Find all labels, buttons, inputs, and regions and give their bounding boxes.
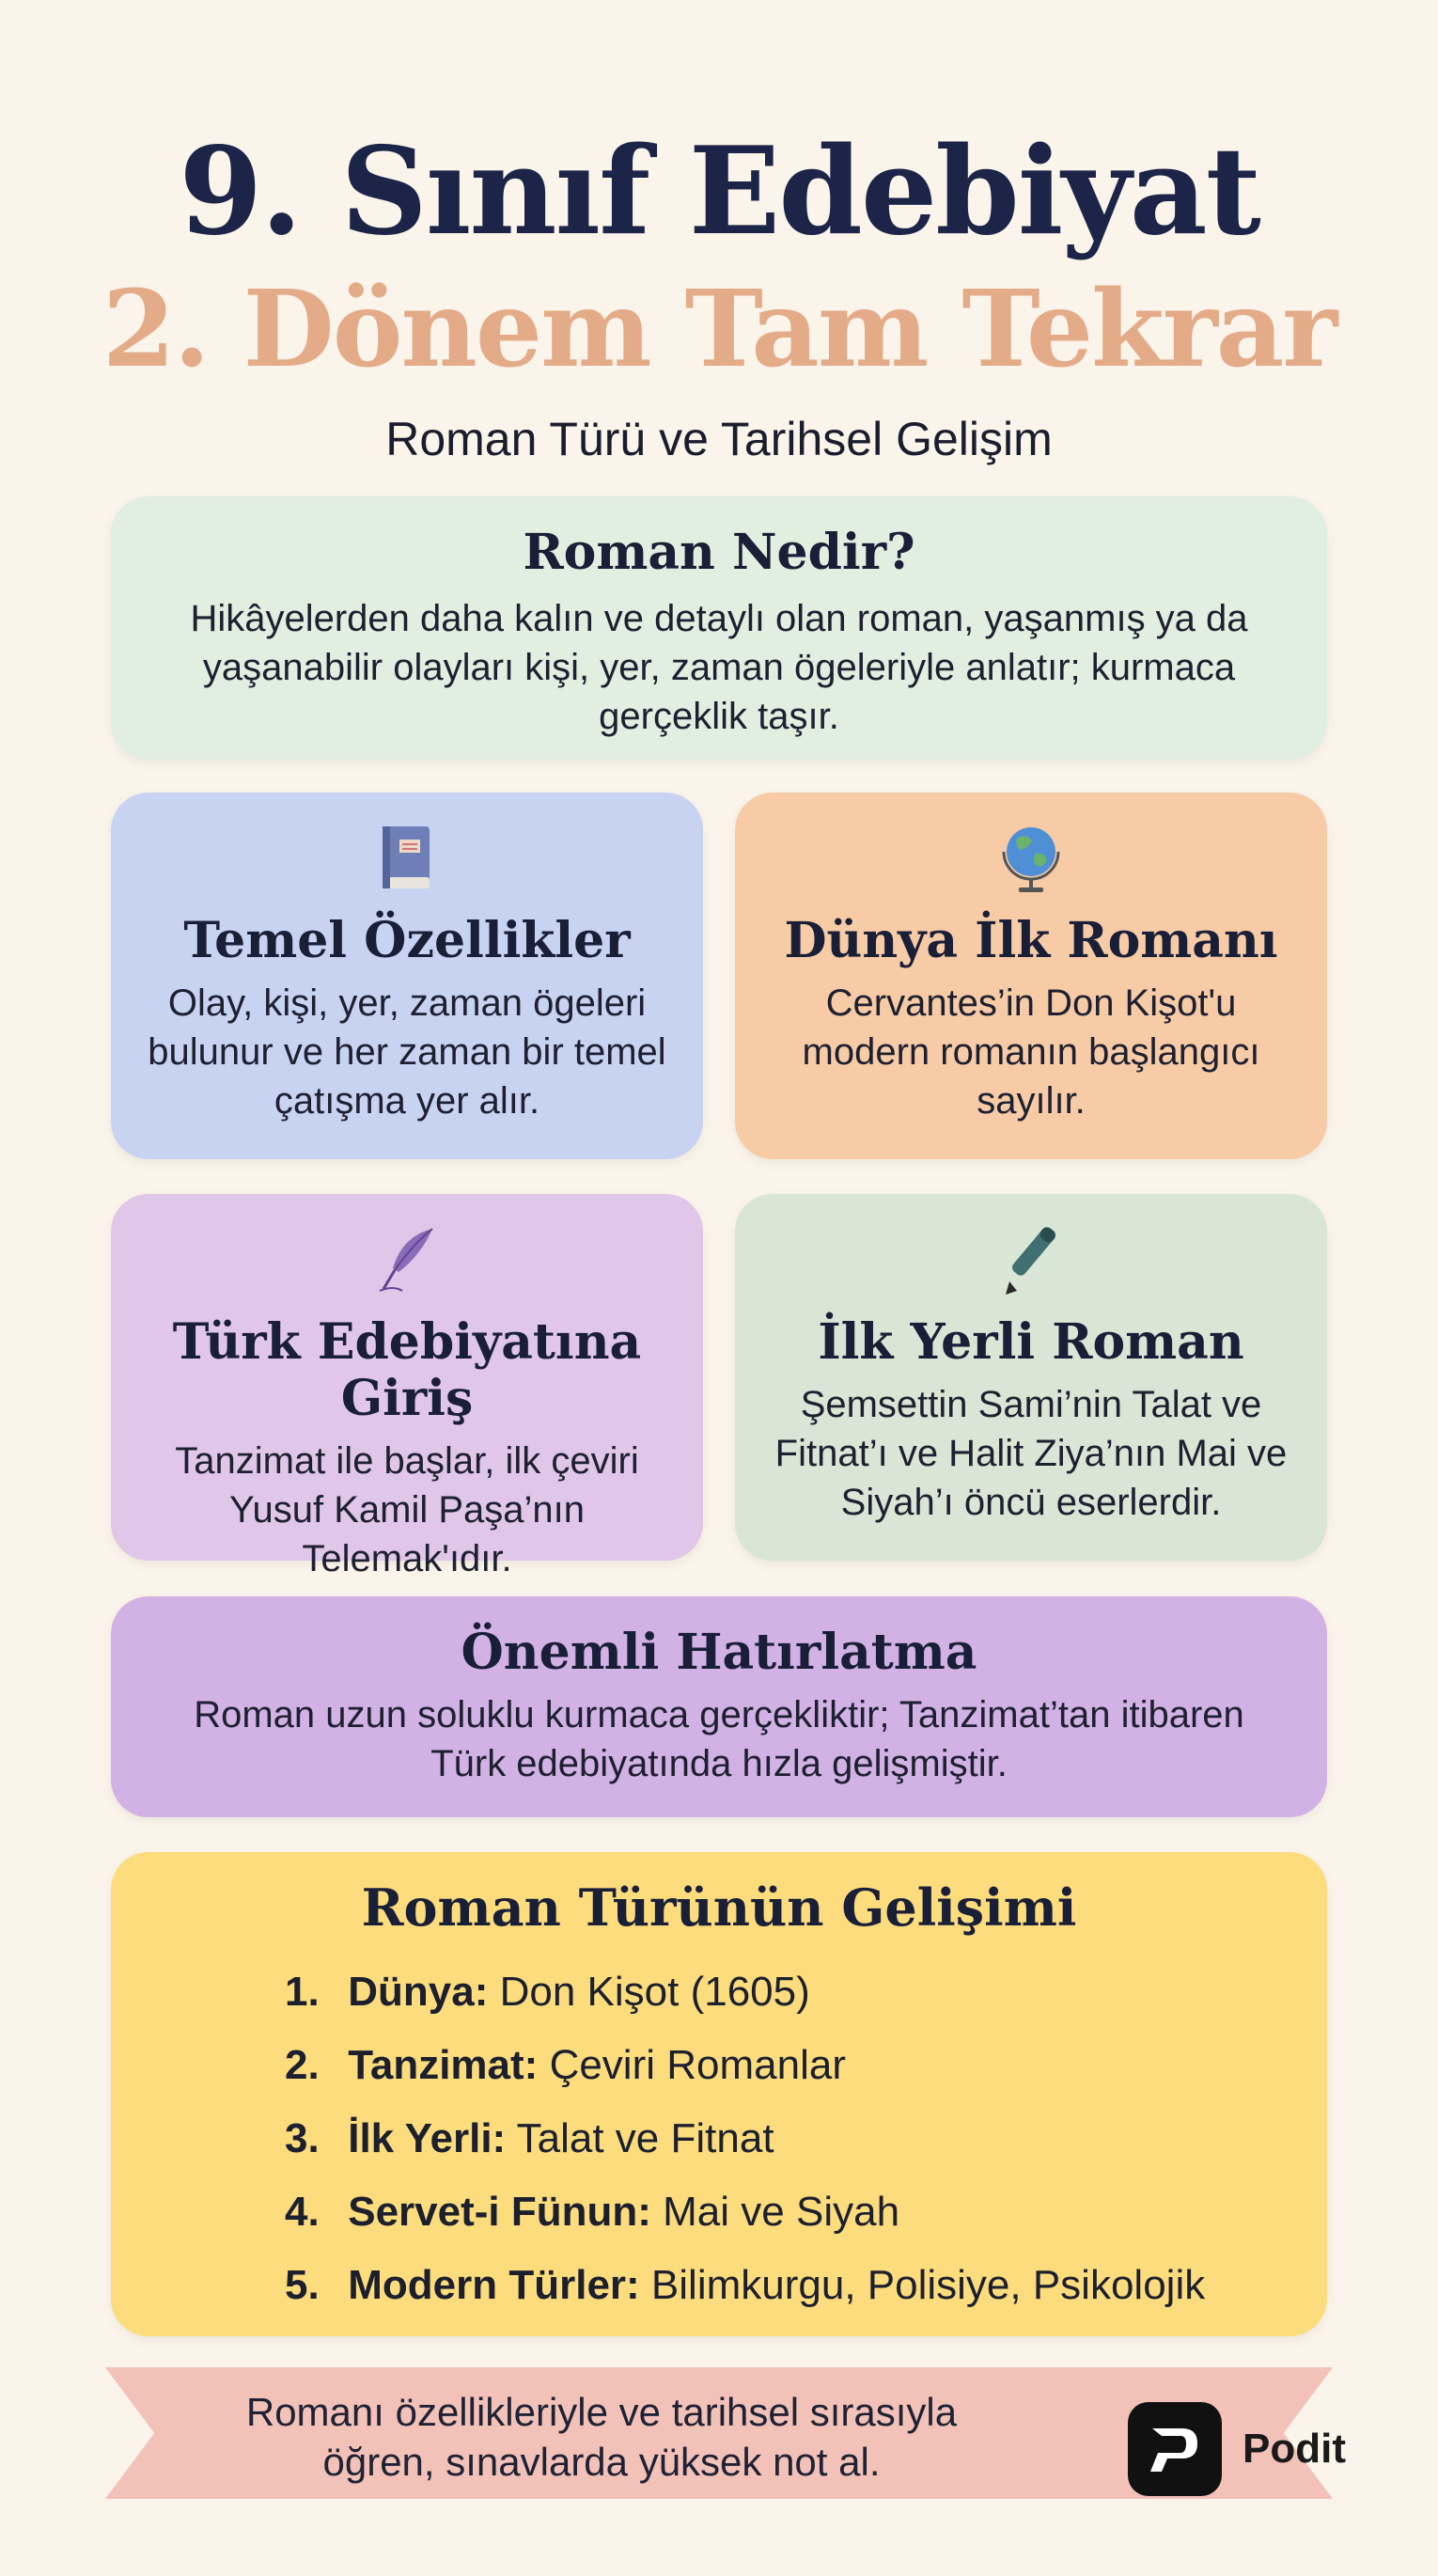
timeline-number: 3. bbox=[285, 2102, 336, 2175]
timeline-value: Don Kişot (1605) bbox=[499, 1969, 810, 2015]
onemli-hatirlatma-card bbox=[111, 1596, 1327, 1817]
turk-edebiyatina-giris-title: Türk Edebiyatına Giriş bbox=[172, 1313, 642, 1427]
timeline-key: Modern Türler: bbox=[348, 2262, 640, 2308]
temel-ozellikler-text: Olay, kişi, yer, zaman ögeleri bulunur ve her zaman bir temel çatışma yer alır. bbox=[148, 982, 666, 1122]
roman-nedir-text: Hikâyelerden daha kalın ve detaylı olan roman, yaşanmış ya da yaşanabilir olayları kişi, yer, zaman ögeleriyle anlatır; kurmaca gerçeklik taşır. bbox=[190, 597, 1248, 737]
onemli-hatirlatma-title: Önemli Hatırlatma bbox=[461, 1624, 977, 1681]
timeline-value: Çeviri Romanlar bbox=[549, 2042, 846, 2088]
globe-icon bbox=[735, 821, 1327, 896]
timeline-key: Servet-i Fünun: bbox=[348, 2189, 651, 2235]
temel-ozellikler-card bbox=[111, 793, 703, 1159]
dunya-ilk-romani-title: Dünya İlk Romanı bbox=[784, 912, 1278, 969]
brand-name: Podit bbox=[1243, 2426, 1346, 2472]
timeline-item bbox=[285, 2175, 1272, 2249]
timeline-item bbox=[285, 2029, 1272, 2102]
roman-nedir-card bbox=[111, 496, 1327, 760]
pen-icon bbox=[735, 1222, 1327, 1297]
podit-logo-icon bbox=[1128, 2402, 1222, 2496]
dunya-ilk-romani-card bbox=[735, 793, 1327, 1159]
quill-icon bbox=[111, 1222, 703, 1297]
footer-text: Romanı özellikleriyle ve tarihsel sırasıyla öğren, sınavlarda yüksek not al. bbox=[245, 2390, 958, 2484]
timeline-value: Bilimkurgu, Polisiye, Psikolojik bbox=[650, 2262, 1206, 2308]
timeline bbox=[285, 1956, 1272, 2322]
turk-edebiyatina-giris-text: Tanzimat ile başlar, ilk çeviri Yusuf Kamil Paşa’nın Telemak'ıdır. bbox=[175, 1439, 639, 1579]
ilk-yerli-roman-title: İlk Yerli Roman bbox=[818, 1313, 1244, 1371]
page-title: 9. Sınıf Edebiyat bbox=[179, 121, 1259, 262]
ilk-yerli-roman-card bbox=[735, 1194, 1327, 1561]
book-icon bbox=[111, 821, 703, 896]
onemli-hatirlatma-text: Roman uzun soluklu kurmaca gerçekliktir; Tanzimat’tan itibaren Türk edebiyatında hızla gelişmiştir. bbox=[194, 1693, 1244, 1784]
timeline-key: İlk Yerli: bbox=[348, 2115, 507, 2161]
timeline-key: Tanzimat: bbox=[348, 2042, 539, 2088]
timeline-item bbox=[285, 2102, 1272, 2175]
dunya-ilk-romani-text: Cervantes’in Don Kişot'u modern romanın başlangıcı sayılır. bbox=[802, 982, 1260, 1122]
timeline-item bbox=[285, 2249, 1272, 2322]
timeline-value: Talat ve Fitnat bbox=[516, 2115, 774, 2161]
page-title-secondary: 2. Dönem Tam Tekrar bbox=[102, 268, 1336, 391]
timeline-number: 5. bbox=[285, 2249, 336, 2322]
turk-edebiyatina-giris-card bbox=[111, 1194, 703, 1579]
timeline-number: 4. bbox=[285, 2175, 336, 2249]
timeline-number: 2. bbox=[285, 2029, 336, 2102]
timeline-value: Mai ve Siyah bbox=[663, 2189, 900, 2235]
timeline-item bbox=[285, 1956, 1272, 2029]
temel-ozellikler-title: Temel Özellikler bbox=[183, 912, 631, 969]
timeline-number: 1. bbox=[285, 1956, 336, 2029]
page-subtitle: Roman Türü ve Tarihsel Gelişim bbox=[385, 413, 1053, 465]
roman-nedir-title: Roman Nedir? bbox=[523, 524, 915, 581]
ilk-yerli-roman-text: Şemsettin Sami’nin Talat ve Fitnat’ı ve Halit Ziya’nın Mai ve Siyah’ı öncü eserlerdir. bbox=[774, 1383, 1288, 1523]
timeline-key: Dünya: bbox=[348, 1969, 489, 2015]
roman-gelisimi-card bbox=[111, 1852, 1327, 2336]
roman-gelisimi-title: Roman Türünün Gelişimi bbox=[361, 1877, 1077, 1938]
